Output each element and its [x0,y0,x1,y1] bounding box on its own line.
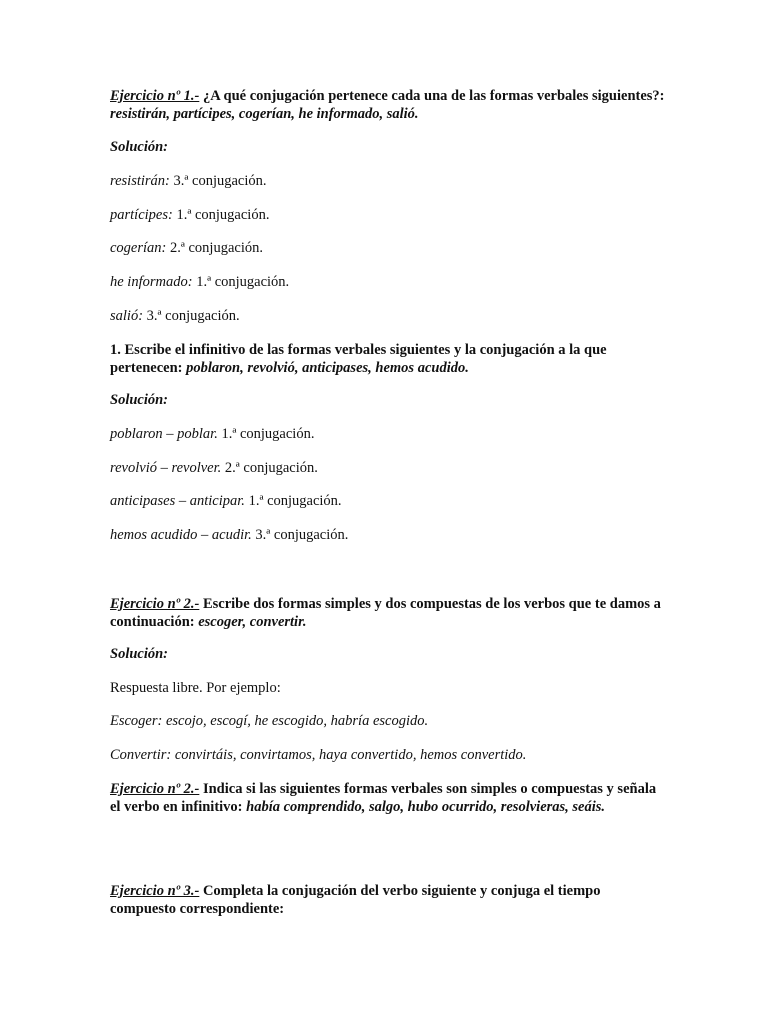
answer-term: hemos acudido – acudir. [110,527,252,543]
exercise-1-statement [110,87,670,123]
answer-term: poblaron – poblar. [110,426,218,442]
exercise-2-answer: Convertir: convirtáis, convirtamos, haya convertido, hemos convertido. [110,747,527,763]
exercise-1b-prompt: 1. Escribe el infinitivo de las formas verbales siguientes y la conjugación a la que pertenecen: [110,342,607,376]
exercise-2-prompt: Escribe dos formas simples y dos compuestas de los verbos que te damos a continuación: [110,596,661,630]
answer-term: partícipes: [110,207,173,223]
exercise-1-answer [110,307,670,325]
exercise-2b-words: había comprendido, salgo, hubo ocurrido, resolvieras, seáis. [246,799,606,815]
answer-value: 1.ª conjugación. [217,426,315,442]
exercise-1-solution-label: Solución: [110,139,169,155]
exercise-1-words: resistirán, partícipes, cogerían, he informado, salió. [110,106,419,122]
answer-value: 3.ª conjugación. [251,527,349,543]
answer-term: cogerían: [110,240,167,256]
exercise-2b-prompt: Indica si las siguientes formas verbales son simples o compuestas y señala el verbo en infinitivo: [110,781,657,815]
answer-value: 3.ª conjugación. [169,173,267,189]
exercise-1b-answer [110,492,670,510]
answer-term: he informado: [110,274,193,290]
exercise-1-answer [110,239,670,257]
answer-value: 1.ª conjugación. [192,274,290,290]
exercise-2-answer: Escoger: escojo, escogí, he escogido, habría escogido. [110,713,429,729]
exercise-2-statement [110,595,670,631]
exercise-2-label: Ejercicio nº 2.- [110,596,200,612]
exercise-1b-answer [110,459,670,477]
exercise-1-prompt: ¿A qué conjugación pertenece cada una de las formas verbales siguientes?: [199,88,665,104]
answer-value: 2.ª conjugación. [221,460,318,476]
exercise-2-intro: Respuesta libre. Por ejemplo: [110,680,281,696]
exercise-1b-solution-label: Solución: [110,392,169,408]
answer-value: 1.ª conjugación. [172,207,270,223]
exercise-1b-statement [110,341,670,377]
exercise-1b-answer [110,526,670,544]
exercise-2-words: escoger, convertir. [198,614,307,630]
exercise-1-answer [110,206,670,224]
exercise-1-answer [110,172,670,190]
exercise-2b-label: Ejercicio nº 2.- [110,781,200,797]
exercise-2-solution-label: Solución: [110,646,169,662]
exercise-1b-words: poblaron, revolvió, anticipases, hemos acudido. [186,360,469,376]
exercise-1-label: Ejercicio nº 1.- [110,88,200,104]
answer-term: revolvió – revolver. [110,460,222,476]
exercise-3-prompt: Completa la conjugación del verbo siguiente y conjuga el tiempo compuesto correspondiente: [110,883,601,917]
answer-value: 2.ª conjugación. [166,240,263,256]
exercise-1b-answer [110,425,670,443]
answer-value: 1.ª conjugación. [244,493,342,509]
answer-term: resistirán: [110,173,170,189]
answer-term: anticipases – anticipar. [110,493,245,509]
answer-value: 3.ª conjugación. [143,308,240,324]
exercise-2b-statement [110,780,670,816]
exercise-3-statement [110,882,670,918]
exercise-3-label: Ejercicio nº 3.- [110,883,200,899]
exercise-1-answer [110,273,670,291]
answer-term: salió: [110,308,144,324]
